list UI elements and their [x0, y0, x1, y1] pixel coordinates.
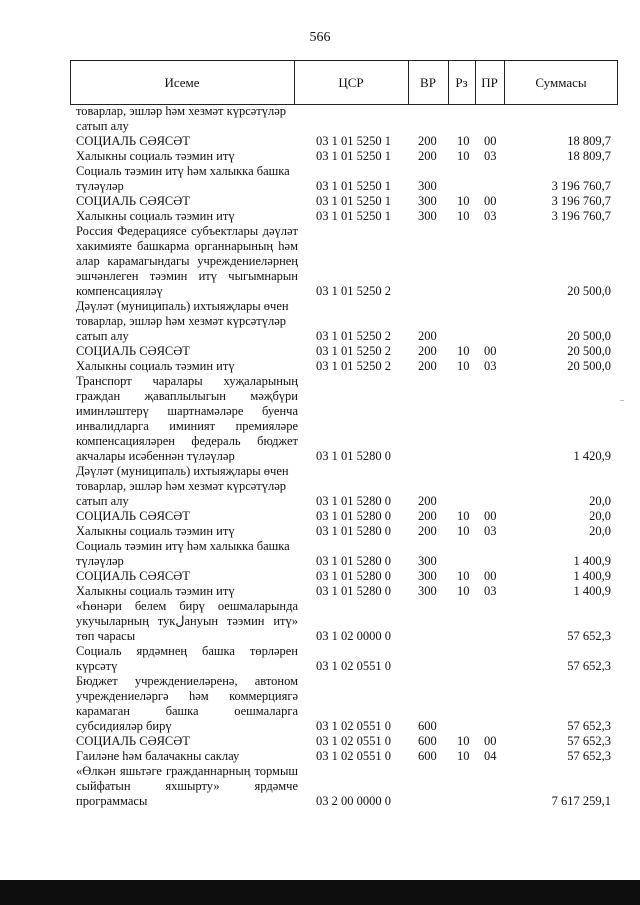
row-name: Социаль ярдәмнең башка төрләрен күрсәтү [76, 644, 298, 673]
row-name: Социаль тәэмин итү һәм халыкка башка түләүләр [76, 164, 290, 193]
table-row [0, 674, 640, 734]
row-vr: 200 [418, 329, 437, 343]
row-csr: 03 1 02 0551 0 [316, 734, 391, 748]
row-sum: 57 652,3 [567, 734, 611, 748]
row-csr: 03 1 02 0000 0 [316, 629, 391, 643]
table-row [0, 509, 640, 524]
row-sum: 1 400,9 [573, 584, 611, 598]
row-csr: 03 1 01 5280 0 [316, 554, 391, 568]
row-name: Халыкны социаль тәэмин итү [76, 209, 235, 223]
row-csr: 03 1 01 5280 0 [316, 449, 391, 463]
row-sum: 7 617 259,1 [551, 794, 611, 808]
row-sum: 57 652,3 [567, 749, 611, 763]
table-row [0, 134, 640, 149]
header-vr: ВР [420, 74, 436, 90]
table-row [0, 299, 640, 344]
row-vr: 200 [418, 524, 437, 538]
row-name: Транспорт чаралары хуҗаларының граждан җаваплылыгын мәҗбүри иминләштерү шартнамәләре буенча инвалидларга иминият премияләре компенсацияләрен федераль бюджет акчалары исәбеннән түләүләр [76, 374, 298, 463]
row-name: Россия Федерациясе субъектлары дәүләт хакимияте башкарма органнарының һәм алар карамагындагы учреждениеләрнең эшчәнлеген тәэмин итү чыгымнарын компенсацияләү [76, 224, 298, 298]
table-row [0, 209, 640, 224]
row-sum: 18 809,7 [567, 149, 611, 163]
row-rz: 10 [457, 734, 470, 748]
row-vr: 300 [418, 209, 437, 223]
row-rz: 10 [457, 584, 470, 598]
row-sum: 1 400,9 [573, 569, 611, 583]
row-csr: 03 1 02 0551 0 [316, 719, 391, 733]
row-name: Социаль тәэмин итү һәм халыкка башка түләүләр [76, 539, 290, 568]
table-row [0, 539, 640, 569]
row-vr: 200 [418, 149, 437, 163]
row-pr: 00 [484, 734, 497, 748]
table-row [0, 149, 640, 164]
row-csr: 03 1 01 5250 1 [316, 149, 391, 163]
row-vr: 600 [418, 719, 437, 733]
table-row [0, 104, 640, 134]
row-vr: 600 [418, 749, 437, 763]
row-rz: 10 [457, 524, 470, 538]
header-sum: Суммасы [535, 74, 587, 90]
table-row [0, 599, 640, 644]
table-row [0, 464, 640, 509]
row-csr: 03 1 01 5250 2 [316, 359, 391, 373]
row-pr: 03 [484, 359, 497, 373]
table-row [0, 344, 640, 359]
row-name: СОЦИАЛЬ СӘЯСӘТ [76, 344, 190, 358]
row-name: СОЦИАЛЬ СӘЯСӘТ [76, 194, 190, 208]
row-name: товарлар, эшләр һәм хезмәт күрсәтүләр сатып алу [76, 104, 287, 133]
row-name: Дәүләт (муниципаль) ихтыяҗлары өчен товарлар, эшләр һәм хезмәт күрсәтүләр сатып алу [76, 299, 289, 343]
table-row [0, 524, 640, 539]
row-name: «Өлкән яшьтәге гражданнарның тормыш сыйфатын яхшырту» ярдәмче программасы [76, 764, 298, 808]
row-sum: 20,0 [589, 509, 611, 523]
row-rz: 10 [457, 509, 470, 523]
row-sum: 20,0 [589, 494, 611, 508]
row-name: Бюджет учреждениеләренә, автоном учреждениеләргә һәм коммерциягә карамаган башка оешмаларга субсидияләр бирү [76, 674, 298, 733]
row-sum: 20,0 [589, 524, 611, 538]
row-csr: 03 1 01 5280 0 [316, 509, 391, 523]
row-rz: 10 [457, 344, 470, 358]
row-csr: 03 1 02 0551 0 [316, 659, 391, 673]
row-pr: 00 [484, 134, 497, 148]
row-vr: 200 [418, 134, 437, 148]
row-pr: 03 [484, 149, 497, 163]
table-row [0, 764, 640, 809]
row-vr: 200 [418, 344, 437, 358]
row-vr: 300 [418, 569, 437, 583]
row-name: Халыкны социаль тәэмин итү [76, 149, 235, 163]
row-name: СОЦИАЛЬ СӘЯСӘТ [76, 569, 190, 583]
row-pr: 03 [484, 209, 497, 223]
row-rz: 10 [457, 134, 470, 148]
page-number: 566 [309, 30, 331, 45]
row-sum: 57 652,3 [567, 719, 611, 733]
row-csr: 03 1 01 5250 1 [316, 194, 391, 208]
row-rz: 10 [457, 149, 470, 163]
table-body [0, 104, 640, 809]
table-row [0, 374, 640, 464]
header-rz: Рз [455, 74, 468, 90]
row-rz: 10 [457, 194, 470, 208]
header-name: Исеме [164, 74, 200, 90]
row-sum: 57 652,3 [567, 629, 611, 643]
table-row [0, 194, 640, 209]
row-sum: 20 500,0 [567, 344, 611, 358]
row-name: Халыкны социаль тәэмин итү [76, 584, 235, 598]
row-pr: 03 [484, 584, 497, 598]
table-row [0, 749, 640, 764]
row-name: СОЦИАЛЬ СӘЯСӘТ [76, 509, 190, 523]
row-csr: 03 1 01 5250 1 [316, 209, 391, 223]
row-sum: 3 196 760,7 [551, 194, 611, 208]
header-csr: ЦСР [338, 74, 364, 90]
row-vr: 300 [418, 194, 437, 208]
row-sum: 1 400,9 [573, 554, 611, 568]
row-name: СОЦИАЛЬ СӘЯСӘТ [76, 734, 190, 748]
row-rz: 10 [457, 209, 470, 223]
row-name: Гаиләне һәм балачакны саклау [76, 749, 240, 763]
row-sum: 20 500,0 [567, 284, 611, 298]
row-sum: 20 500,0 [567, 359, 611, 373]
row-csr: 03 1 02 0551 0 [316, 749, 391, 763]
row-csr: 03 1 01 5280 0 [316, 584, 391, 598]
table-row [0, 359, 640, 374]
table-row [0, 569, 640, 584]
table-row [0, 164, 640, 194]
row-vr: 200 [418, 359, 437, 373]
row-vr: 200 [418, 494, 437, 508]
row-vr: 200 [418, 509, 437, 523]
row-csr: 03 1 01 5250 2 [316, 344, 391, 358]
row-pr: 00 [484, 509, 497, 523]
row-sum: 3 196 760,7 [551, 179, 611, 193]
row-csr: 03 1 01 5280 0 [316, 494, 391, 508]
row-name: Халыкны социаль тәэмин итү [76, 524, 235, 538]
table-row [0, 644, 640, 674]
row-pr: 00 [484, 569, 497, 583]
row-name: «Һөнәри белем бирү оешмаларында укучыларның тукلануын тәэмин итү» төп чарасы [76, 599, 298, 643]
scan-speck [620, 400, 624, 401]
row-sum: 57 652,3 [567, 659, 611, 673]
row-sum: 3 196 760,7 [551, 209, 611, 223]
row-name: Халыкны социаль тәэмин итү [76, 359, 235, 373]
row-csr: 03 1 01 5250 1 [316, 134, 391, 148]
row-csr: 03 1 01 5250 2 [316, 284, 391, 298]
row-name: Дәүләт (муниципаль) ихтыяҗлары өчен товарлар, эшләр һәм хезмәт күрсәтүләр сатып алу [76, 464, 289, 508]
row-rz: 10 [457, 359, 470, 373]
row-rz: 10 [457, 569, 470, 583]
row-vr: 300 [418, 584, 437, 598]
table-row [0, 734, 640, 749]
row-rz: 10 [457, 749, 470, 763]
scan-bottom-bar [0, 880, 640, 905]
row-sum: 1 420,9 [573, 449, 611, 463]
row-pr: 03 [484, 524, 497, 538]
row-sum: 20 500,0 [567, 329, 611, 343]
row-csr: 03 1 01 5280 0 [316, 524, 391, 538]
row-name: СОЦИАЛЬ СӘЯСӘТ [76, 134, 190, 148]
table-row [0, 584, 640, 599]
row-csr: 03 2 00 0000 0 [316, 794, 391, 808]
row-csr: 03 1 01 5250 1 [316, 179, 391, 193]
row-vr: 300 [418, 554, 437, 568]
row-vr: 600 [418, 734, 437, 748]
row-pr: 00 [484, 344, 497, 358]
row-pr: 00 [484, 194, 497, 208]
row-csr: 03 1 01 5250 2 [316, 329, 391, 343]
table-row [0, 224, 640, 299]
row-sum: 18 809,7 [567, 134, 611, 148]
row-pr: 04 [484, 749, 497, 763]
header-pr: ПР [481, 74, 498, 90]
row-vr: 300 [418, 179, 437, 193]
row-csr: 03 1 01 5280 0 [316, 569, 391, 583]
